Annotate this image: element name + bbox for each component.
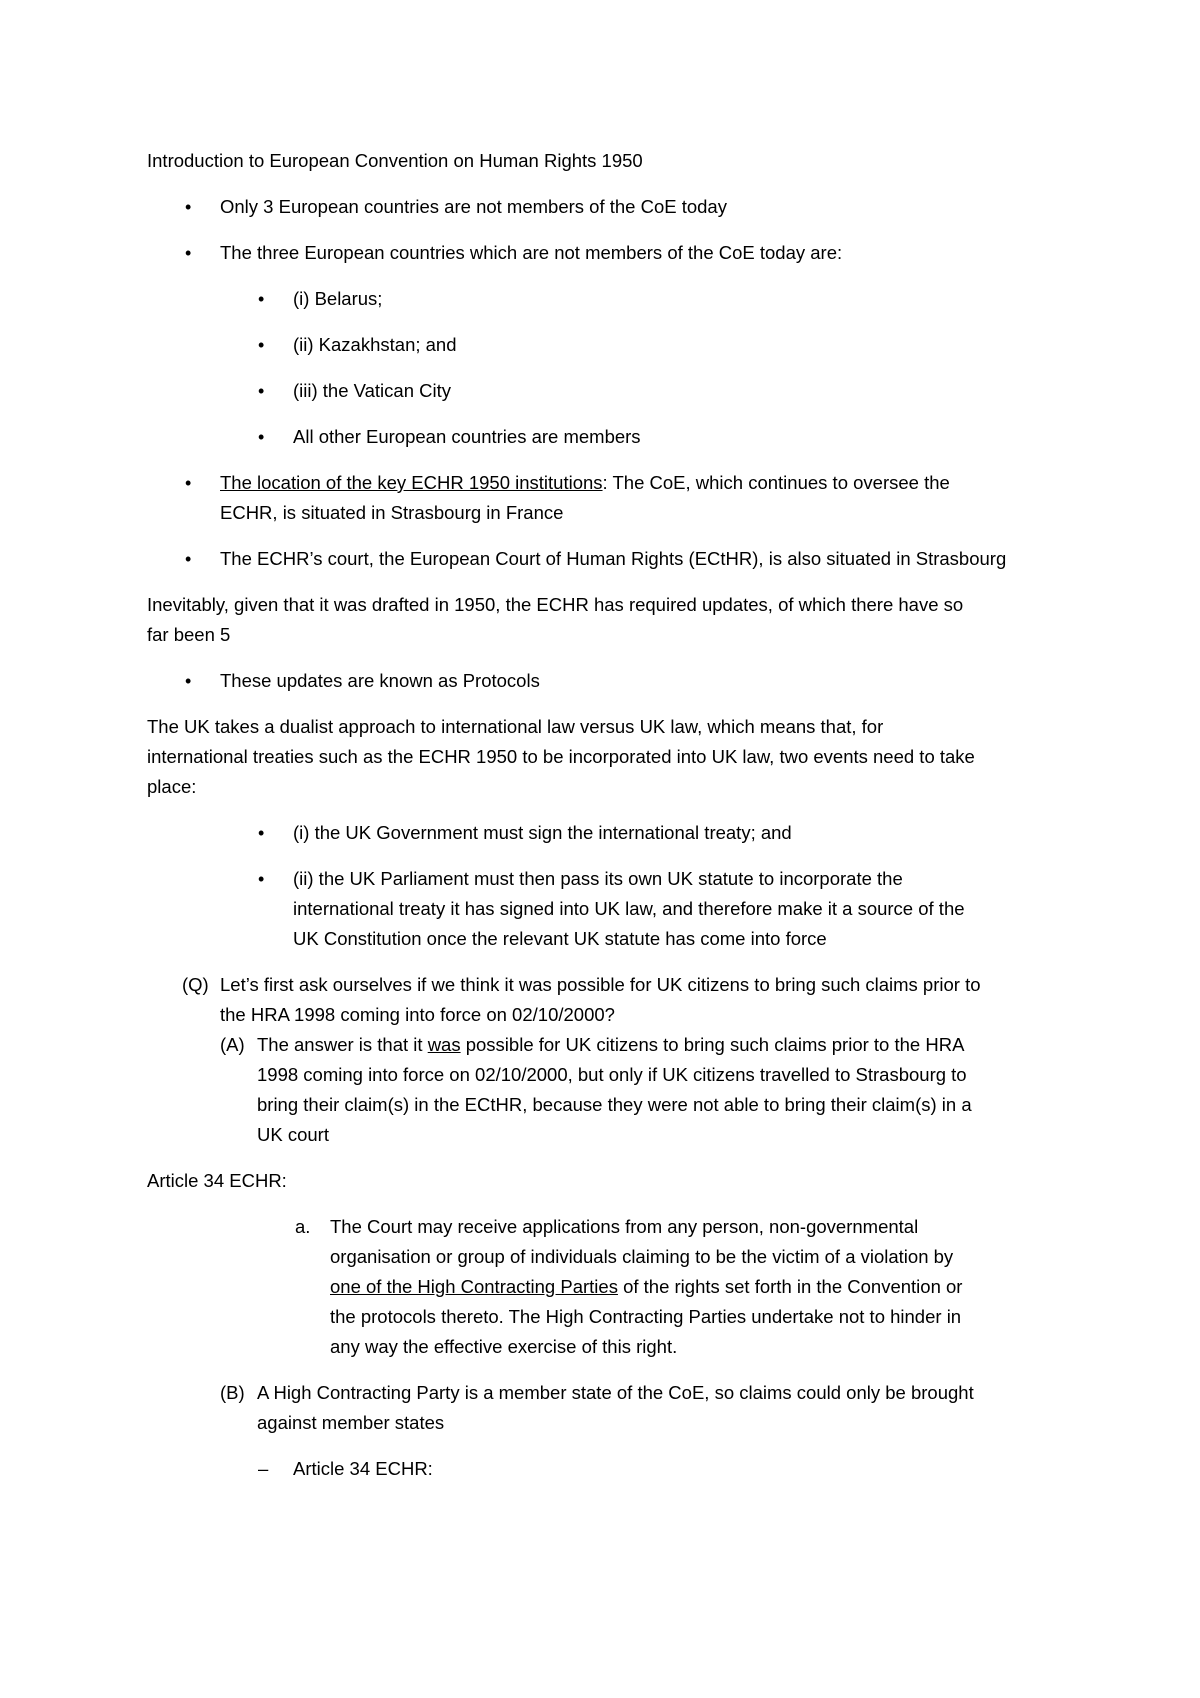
bullet-item: The location of the key ECHR 1950 institutions: The CoE, which continues to oversee the (220, 472, 950, 493)
bullet-icon: • (258, 289, 265, 309)
sub-bullet-item: (ii) Kazakhstan; and (293, 334, 457, 355)
bullet-item: The ECHR’s court, the European Court of Human Rights (ECtHR), is also situated in Strasbourg (220, 548, 1007, 569)
bullet-item: These updates are known as Protocols (220, 670, 540, 691)
question-text: Let’s first ask ourselves if we think it was possible for UK citizens to bring such claims prior to (220, 974, 981, 995)
underlined-phrase: one of the High Contracting Parties (330, 1276, 618, 1297)
paragraph: The UK takes a dualist approach to international law versus UK law, which means that, for (147, 716, 884, 737)
article-list-label: a. (295, 1216, 311, 1237)
point-b-text-continuation: against member states (257, 1412, 445, 1433)
dash-icon: – (258, 1458, 269, 1479)
bullet-icon: • (258, 427, 265, 447)
bullet-icon: • (185, 549, 192, 569)
bullet-icon: • (258, 335, 265, 355)
bullet-item: The three European countries which are not members of the CoE today are: (220, 242, 843, 263)
sub-bullet-item: (i) the UK Government must sign the international treaty; and (293, 822, 792, 843)
article-text-continuation: one of the High Contracting Parties of the rights set forth in the Convention or (330, 1276, 963, 1297)
paragraph-continuation: far been 5 (147, 624, 231, 645)
question-text-continuation: the HRA 1998 coming into force on 02/10/2000? (220, 1004, 615, 1025)
sub-bullet-item: (iii) the Vatican City (293, 380, 451, 401)
dash-item: Article 34 ECHR: (293, 1458, 433, 1479)
answer-text-continuation: UK court (257, 1124, 329, 1145)
bullet-icon: • (258, 381, 265, 401)
underlined-word: was (427, 1034, 461, 1055)
paragraph: Inevitably, given that it was drafted in 1950, the ECHR has required updates, of which there have so (147, 594, 964, 615)
question-label: (Q) (182, 974, 209, 995)
answer-text-continuation: 1998 coming into force on 02/10/2000, but only if UK citizens travelled to Strasbourg to (257, 1064, 967, 1085)
paragraph-continuation: place: (147, 776, 197, 797)
sub-bullet-continuation: international treaty it has signed into UK law, and therefore make it a source of the (293, 898, 965, 919)
article-text-continuation: the protocols thereto. The High Contracting Parties undertake not to hinder in (330, 1306, 962, 1327)
article-text: The Court may receive applications from any person, non-governmental (330, 1216, 919, 1237)
sub-bullet-continuation: UK Constitution once the relevant UK statute has come into force (293, 928, 827, 949)
bullet-icon: • (258, 869, 265, 889)
underlined-phrase: The location of the key ECHR 1950 institutions (220, 472, 603, 493)
answer-text-continuation: bring their claim(s) in the ECtHR, because they were not able to bring their claim(s) in a (257, 1094, 972, 1115)
answer-text: The answer is that it was possible for UK citizens to bring such claims prior to the HRA (257, 1034, 965, 1055)
bullet-icon: • (185, 197, 192, 217)
answer-label: (A) (220, 1034, 245, 1055)
bullet-item-continuation: ECHR, is situated in Strasbourg in France (220, 502, 564, 523)
point-b-label: (B) (220, 1382, 245, 1403)
sub-bullet-item: (i) Belarus; (293, 288, 383, 309)
sub-bullet-item: (ii) the UK Parliament must then pass its own UK statute to incorporate the (293, 868, 903, 889)
sub-bullet-item: All other European countries are members (293, 426, 641, 447)
bullet-icon: • (185, 243, 192, 263)
bullet-icon: • (258, 823, 265, 843)
point-b-text: A High Contracting Party is a member state of the CoE, so claims could only be brought (257, 1382, 974, 1403)
bullet-icon: • (185, 473, 192, 493)
article-text-continuation: any way the effective exercise of this right. (330, 1336, 678, 1357)
document-title: Introduction to European Convention on Human Rights 1950 (147, 150, 643, 171)
bullet-icon: • (185, 671, 192, 691)
paragraph-continuation: international treaties such as the ECHR 1950 to be incorporated into UK law, two events need to take (147, 746, 975, 767)
article-heading: Article 34 ECHR: (147, 1170, 287, 1191)
bullet-item: Only 3 European countries are not members of the CoE today (220, 196, 727, 217)
article-text-continuation: organisation or group of individuals claiming to be the victim of a violation by (330, 1246, 954, 1267)
